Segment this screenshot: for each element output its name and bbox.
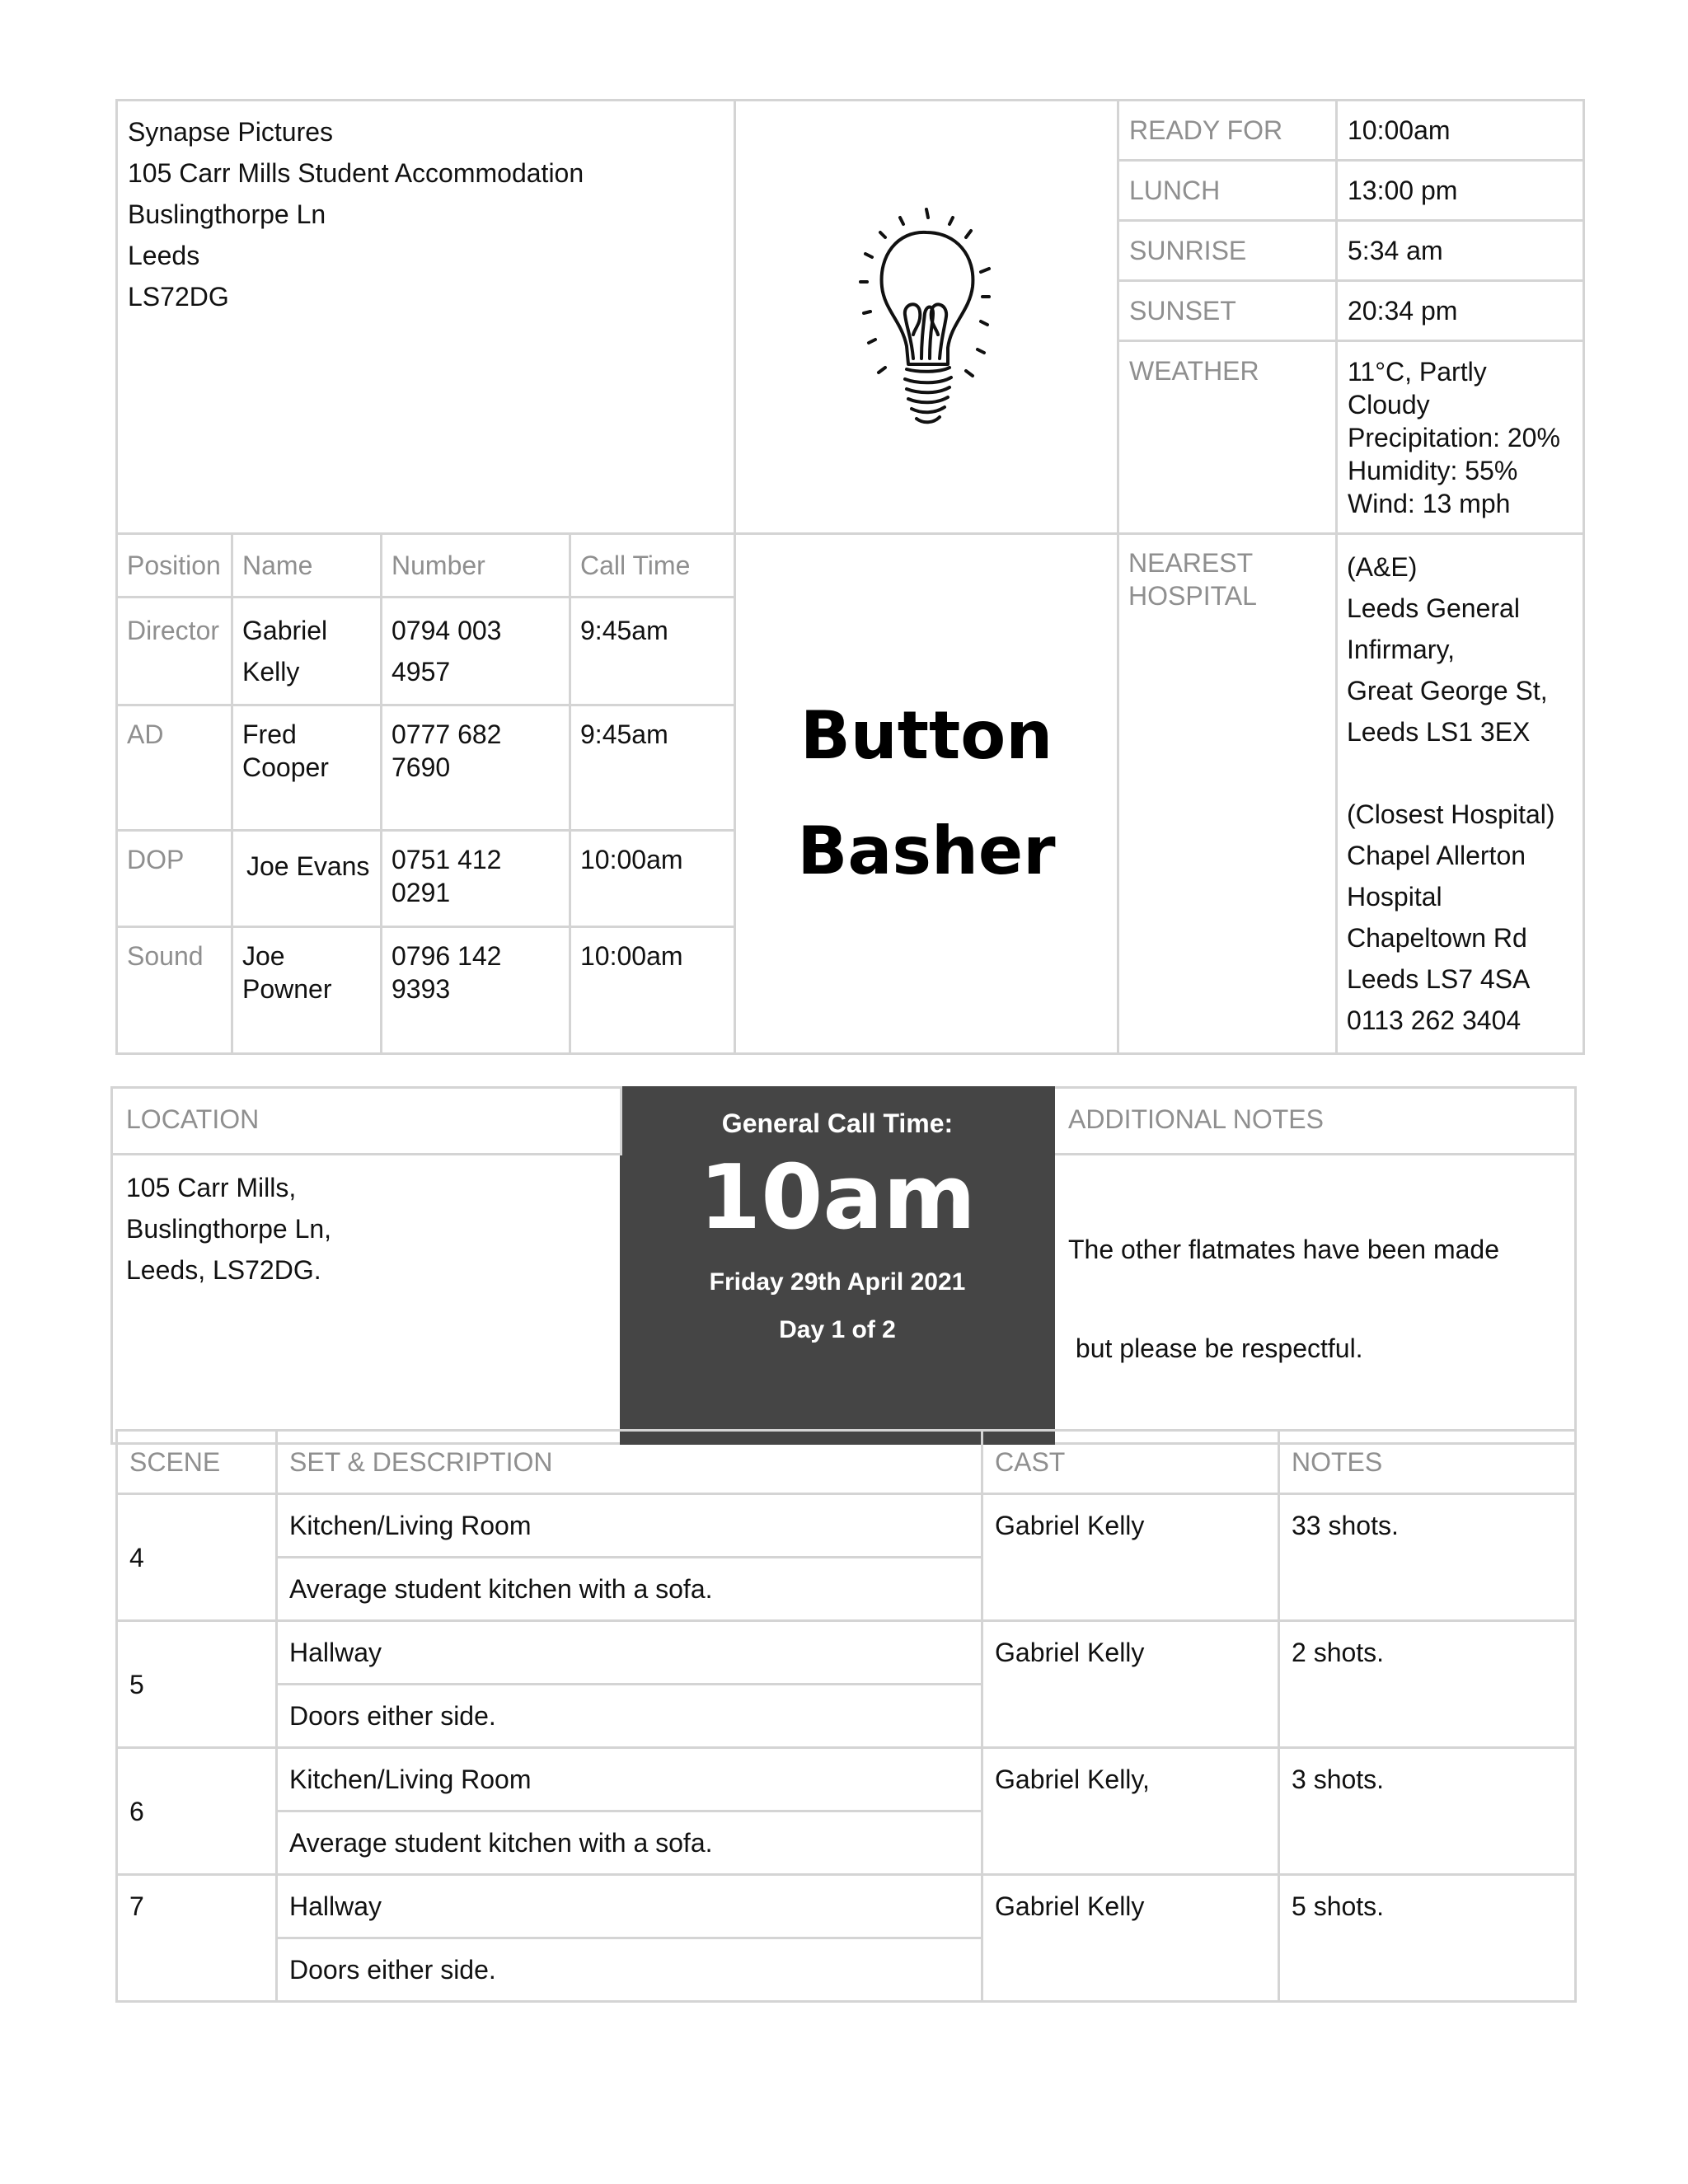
- crew-header-call-time: Call Time: [570, 534, 735, 598]
- production-header: [115, 99, 1585, 535]
- crew-number: 0777 682 7690: [382, 705, 570, 831]
- notes-line: but please be respectful.: [1068, 1333, 1363, 1363]
- hospital-line: Infirmary,: [1347, 635, 1455, 664]
- crew-name-line: Powner: [242, 974, 332, 1004]
- scenes-header-cast: CAST: [982, 1431, 1279, 1494]
- notes-label: ADDITIONAL NOTES: [1054, 1088, 1576, 1155]
- crew-name-line: Joe: [242, 941, 285, 971]
- postcode: LS72DG: [128, 282, 229, 312]
- hospital-key-line: HOSPITAL: [1128, 581, 1257, 611]
- company-address: [117, 101, 735, 534]
- scene-number: 7: [117, 1875, 277, 2002]
- crew-position: DOP: [117, 831, 232, 927]
- hospital-key: [1118, 534, 1337, 1054]
- scene-number: 6: [117, 1748, 277, 1875]
- table-row: [117, 1875, 1576, 1938]
- schedule-key: SUNSET: [1118, 281, 1337, 341]
- location-address: [112, 1155, 621, 1444]
- scene-set: Kitchen/Living Room: [277, 1748, 982, 1811]
- address-line: Leeds: [128, 241, 200, 270]
- scene-number: 4: [117, 1494, 277, 1621]
- title-line: Button: [799, 697, 1053, 774]
- general-call-box: [621, 1088, 1054, 1444]
- call-time-value: 10am: [699, 1146, 976, 1249]
- schedule-key: SUNRISE: [1118, 221, 1337, 281]
- sunrise-value: 5:34 am: [1337, 221, 1584, 281]
- scene-description: Doors either side.: [277, 1938, 982, 2002]
- scene-notes: 3 shots.: [1279, 1748, 1576, 1875]
- crew-position: Sound: [117, 927, 232, 1054]
- shoot-date: Friday 29th April 2021: [709, 1268, 966, 1296]
- weather-line: Precipitation: 20%: [1348, 423, 1560, 452]
- title-line: Basher: [797, 813, 1056, 889]
- crew-call-time: 10:00am: [570, 831, 735, 927]
- hospital-line: Chapel Allerton: [1347, 841, 1526, 870]
- crew-header-name: Name: [232, 534, 382, 598]
- crew-position: Director: [117, 598, 232, 705]
- company-name: Synapse Pictures: [128, 117, 334, 147]
- hospital-spacer: [1347, 752, 1573, 794]
- hospital-details: [1337, 534, 1584, 1054]
- table-row: [117, 1748, 1576, 1811]
- crew-number: 0751 412 0291: [382, 831, 570, 927]
- scenes-header-set: SET & DESCRIPTION: [277, 1431, 982, 1494]
- crew-name-line: Fred: [242, 719, 297, 749]
- address-line: Buslingthorpe Ln: [128, 199, 326, 229]
- crew-header-number: Number: [382, 534, 570, 598]
- crew-number: 0794 003 4957: [382, 598, 570, 705]
- scenes-header-scene: SCENE: [117, 1431, 277, 1494]
- weather-line: Humidity: 55%: [1348, 456, 1518, 485]
- crew-name: [232, 927, 382, 1054]
- schedule-key: LUNCH: [1118, 161, 1337, 221]
- weather-key: WEATHER: [1118, 341, 1337, 534]
- crew-name: [232, 598, 382, 705]
- scene-description: Average student kitchen with a sofa.: [277, 1558, 982, 1621]
- crew-name: [232, 831, 382, 927]
- schedule-key: READY FOR: [1118, 101, 1337, 161]
- crew-name-line: Cooper: [242, 752, 329, 782]
- call-section: [110, 1086, 1577, 1445]
- production-title: [735, 534, 1118, 1054]
- scene-set: Kitchen/Living Room: [277, 1494, 982, 1558]
- notes-line: The other flatmates have been made: [1068, 1235, 1499, 1264]
- scene-description: Average student kitchen with a sofa.: [277, 1811, 982, 1875]
- logo-cell: [735, 101, 1118, 534]
- address-line: 105 Carr Mills Student Accommodation: [128, 158, 584, 188]
- scene-set: Hallway: [277, 1875, 982, 1938]
- table-row: [117, 1494, 1576, 1558]
- hospital-line: Leeds LS7 4SA: [1347, 964, 1531, 994]
- crew-call-time: 9:45am: [570, 705, 735, 831]
- location-line: Leeds, LS72DG.: [126, 1255, 321, 1285]
- crew-number: 0796 142 9393: [382, 927, 570, 1054]
- scenes-header-notes: NOTES: [1279, 1431, 1576, 1494]
- location-line: 105 Carr Mills,: [126, 1173, 297, 1202]
- scene-number: 5: [117, 1621, 277, 1748]
- crew-call-time: 9:45am: [570, 598, 735, 705]
- scene-set: Hallway: [277, 1621, 982, 1685]
- scene-description: Doors either side.: [277, 1685, 982, 1748]
- crew-name-line: Joe Evans: [246, 851, 370, 881]
- lunch-value: 13:00 pm: [1337, 161, 1584, 221]
- lightbulb-icon: [828, 190, 1025, 445]
- weather-value: [1337, 341, 1584, 534]
- scene-notes: 2 shots.: [1279, 1621, 1576, 1748]
- weather-line: 11°C, Partly Cloudy: [1348, 357, 1487, 419]
- location-label: LOCATION: [112, 1088, 621, 1155]
- scene-cast: Gabriel Kelly: [982, 1494, 1279, 1621]
- hospital-line: Chapeltown Rd: [1347, 923, 1527, 953]
- weather-line: Wind: 13 mph: [1348, 489, 1511, 518]
- crew-header-position: Position: [117, 534, 232, 598]
- ready-for-value: 10:00am: [1337, 101, 1584, 161]
- scene-cast: Gabriel Kelly,: [982, 1748, 1279, 1875]
- scenes-header-row: [117, 1431, 1576, 1494]
- hospital-line: Leeds LS1 3EX: [1347, 717, 1531, 747]
- scenes-table: [115, 1429, 1577, 2003]
- call-time-label: General Call Time:: [721, 1108, 954, 1138]
- hospital-line: (A&E): [1347, 552, 1418, 582]
- scene-cast: Gabriel Kelly: [982, 1875, 1279, 2002]
- location-line: Buslingthorpe Ln,: [126, 1214, 332, 1244]
- crew-name-line: Gabriel: [242, 616, 328, 645]
- crew-name: [232, 705, 382, 831]
- additional-notes: [1054, 1155, 1576, 1444]
- crew-call-time: 10:00am: [570, 927, 735, 1054]
- hospital-line: Hospital: [1347, 882, 1442, 912]
- scene-notes: 33 shots.: [1279, 1494, 1576, 1621]
- table-row: [117, 1621, 1576, 1685]
- crew-name-line: Kelly: [242, 657, 300, 687]
- crew-position: AD: [117, 705, 232, 831]
- hospital-phone: 0113 262 3404: [1347, 1005, 1522, 1035]
- hospital-line: Leeds General: [1347, 593, 1520, 623]
- scene-notes: 5 shots.: [1279, 1875, 1576, 2002]
- shoot-day-count: Day 1 of 2: [779, 1316, 896, 1343]
- scene-cast: Gabriel Kelly: [982, 1621, 1279, 1748]
- hospital-line: Great George St,: [1347, 676, 1548, 705]
- crew-section: [115, 532, 1585, 1055]
- hospital-line: (Closest Hospital): [1347, 799, 1555, 829]
- hospital-key-line: NEAREST: [1128, 548, 1254, 578]
- sunset-value: 20:34 pm: [1337, 281, 1584, 341]
